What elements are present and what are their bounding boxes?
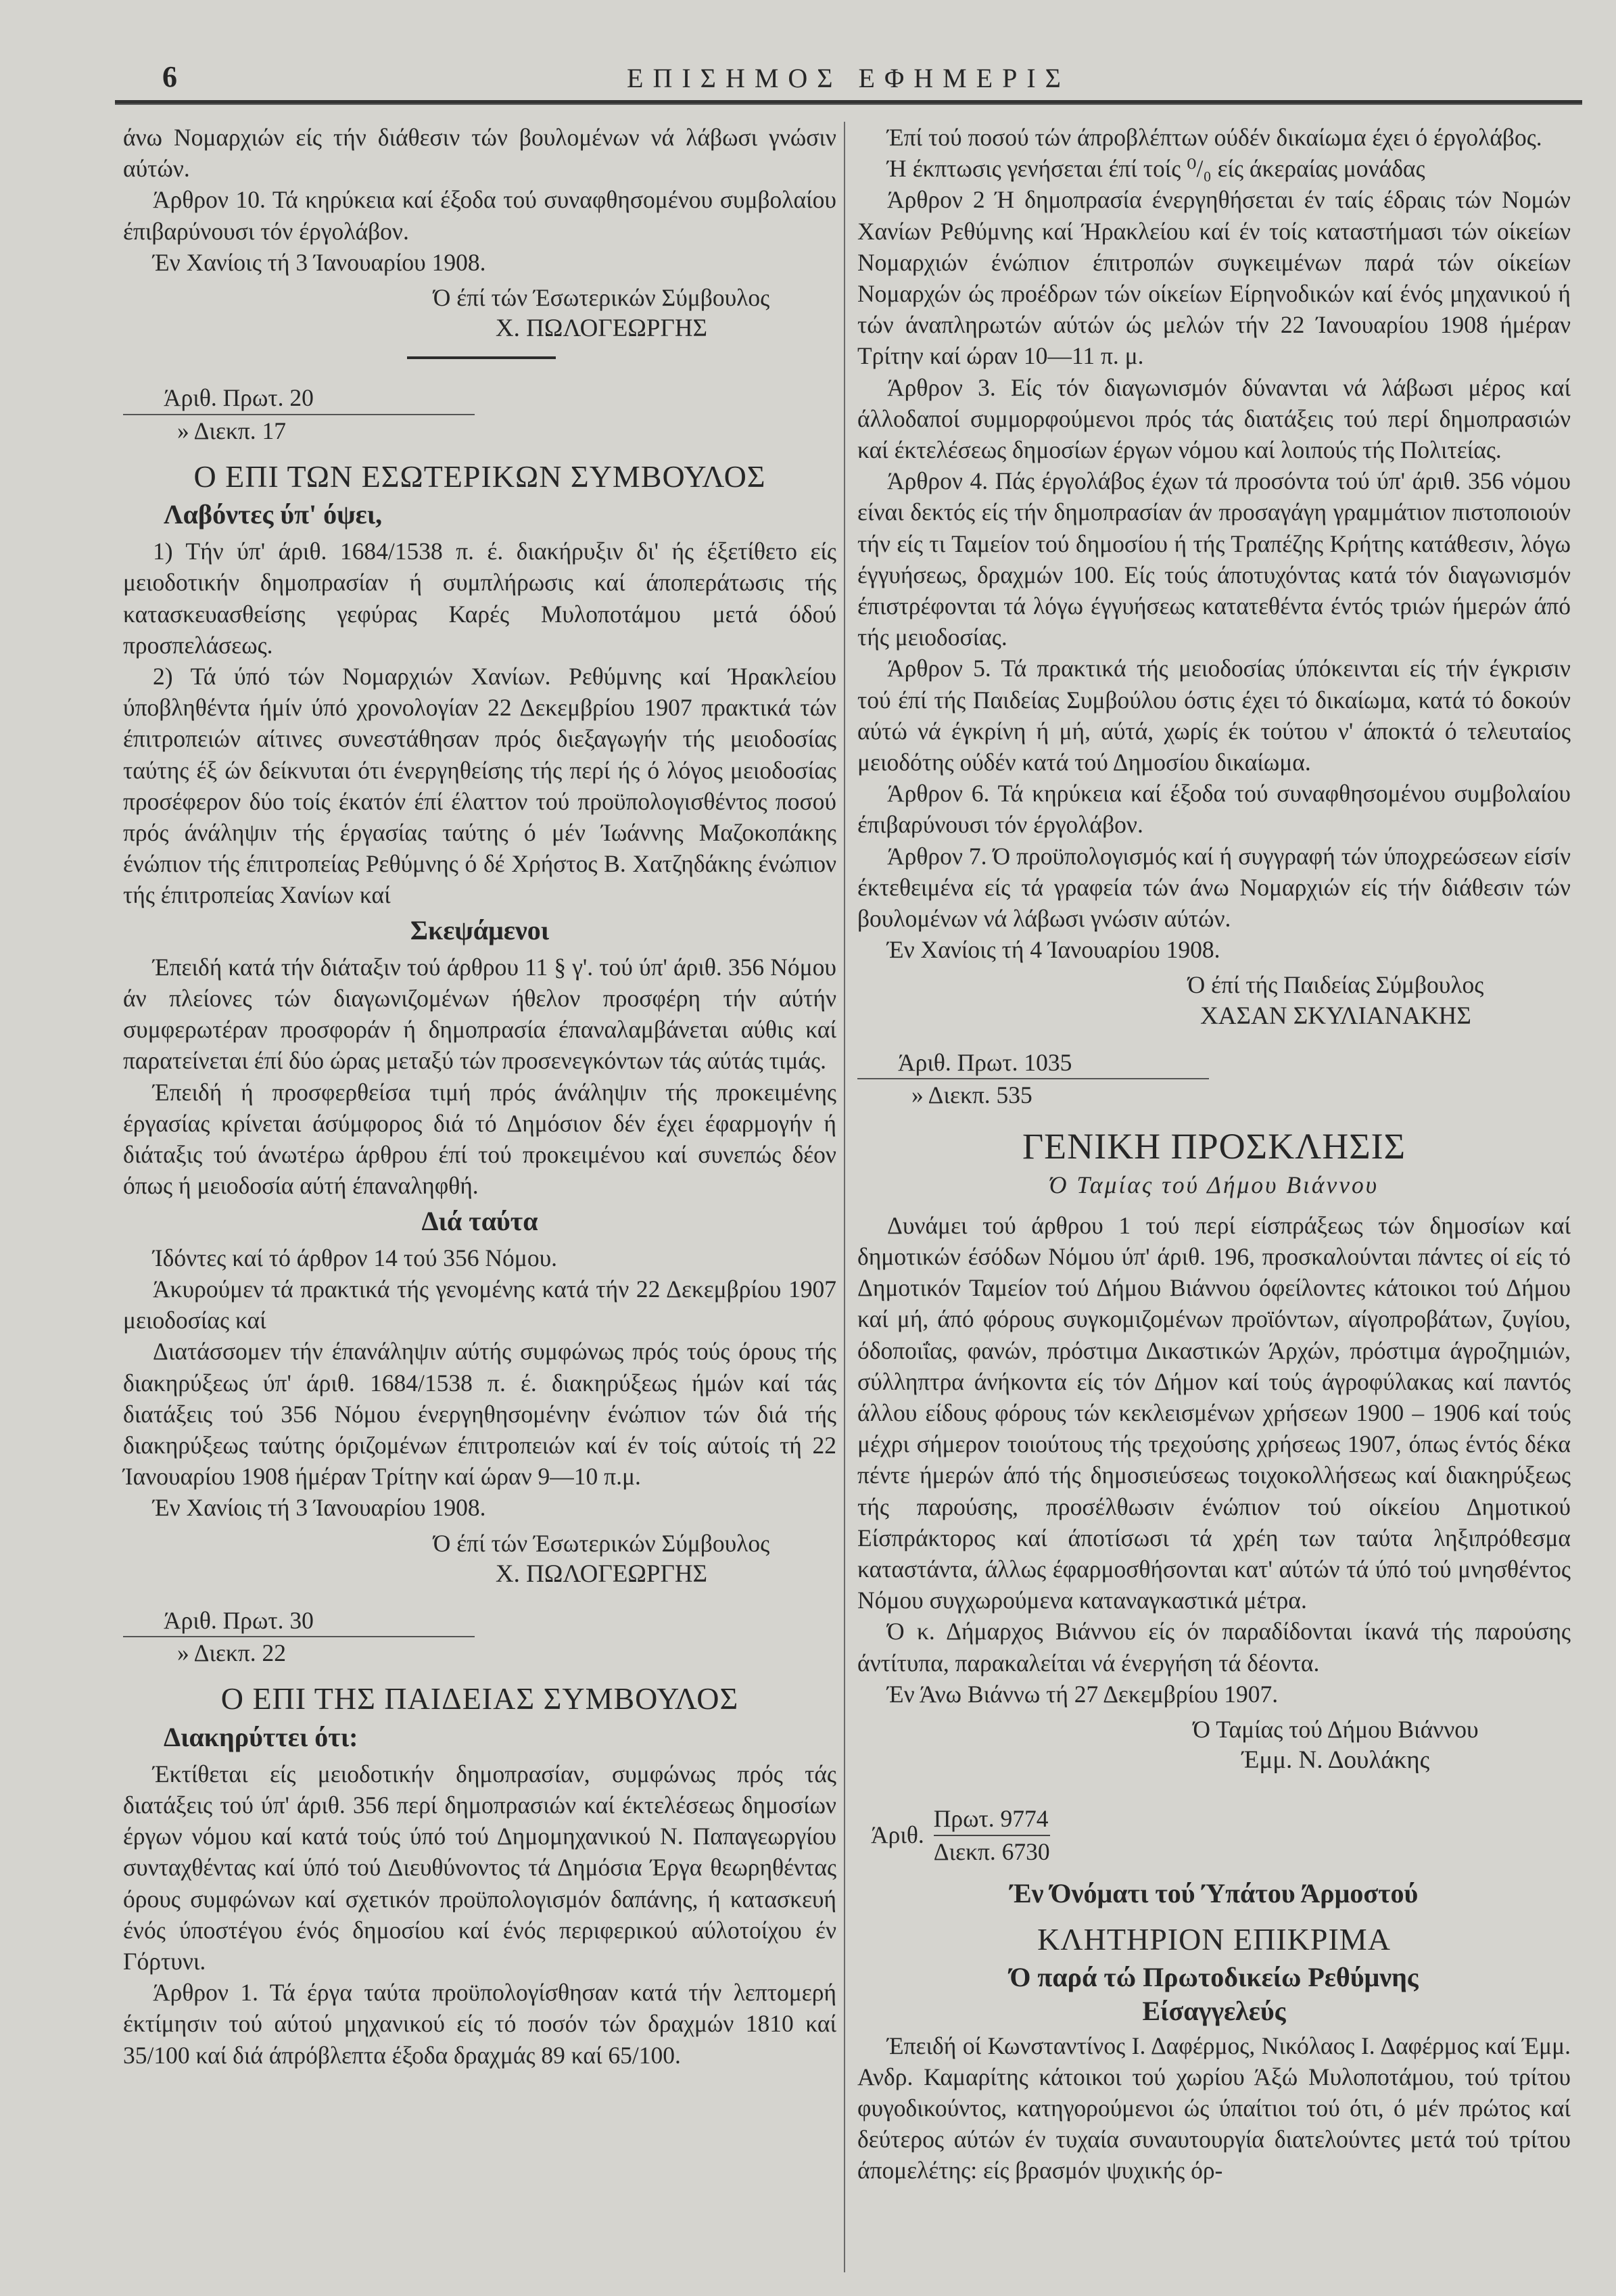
signature-block	[1101, 969, 1571, 1031]
page-number: 6	[162, 60, 177, 93]
dispatch-number: » Διεκπ. 17	[177, 417, 287, 444]
paragraph: Άρθρον 7. Ό προϋπολογισμός καί ή συγγραφή τών ύποχρεώσεων είσίν έκτεθειμένα είς τά γραφεία τών άνω Νομαρχιών είς τήν διάθεσιν τών βουλομένων νά λάβωσι γνώσιν αύτών.	[857, 842, 1571, 933]
bold-heading: Έν Όνόματι τού Ύπάτου Άρμοστού	[1009, 1877, 1419, 1908]
date-line: Έν Άνω Βιάννω τή 27 Δεκεμβρίου 1907.	[887, 1680, 1279, 1708]
column-divider	[844, 122, 845, 2272]
paragraph: Έπειδή οί Κωνσταντίνος Ι. Δαφέρμος, Νικόλαος Ι. Δαφέρμος καί Έμμ. Ανδρ. Καμαρίτης κάτοικοι τού χωρίου Άξώ Μυλοποτάμου, τού τρίτου φυγοδικούντος, κατηγορούμενοι ώς ύπαίτιοι τού ότι, ό μέν πρώτος καί δεύτερος αύτών έν τυχαία συναυτουργία διατελούντες μετά τού τρίτου άπομελέτης: είς βρασμόν ψυχικής όρ-	[857, 2032, 1571, 2184]
signature-block	[366, 282, 836, 344]
subtitle: Ό Ταμίας τού Δήμου Βιάννου	[1049, 1171, 1379, 1198]
header-rule	[115, 100, 1582, 105]
paragraph: Άρθρον 4. Πάς έργολάβος έχων τά προσόντα τού ύπ' άριθ. 356 νόμου είναι δεκτός είς τήν δημοπρασίαν άν προσαγάγη γραμμάτιον πιστοποιούν τήν είς τι Ταμείον τού δημοσίου ή τής Τραπέζης Κρήτης κατάθεσιν, λόγω έγγυήσεως, δραχμών 100. Είς τούς άποτυχόντας κατά τόν διαγωνισμόν έπιστρέφονται τά λόγω έγγυήσεως κατατεθέντα έντός τριών ήμερών άπό τής μειοδοσίας.	[857, 467, 1571, 651]
signature-block	[1101, 1714, 1571, 1776]
reference-stack	[934, 1803, 1050, 1867]
signatory-title: Ό έπί τών Έσωτερικών Σύμβουλος	[433, 1529, 770, 1557]
signatory-name: Χ. ΠΩΛΟΓΕΩΡΓΗΣ	[495, 314, 708, 343]
signatory-name: ΧΑΣΑΝ ΣΚΥΛΙΑΝΑΚΗΣ	[1200, 1002, 1471, 1030]
section-heading: ΚΛΗΤΗΡΙΟΝ ΕΠΙΚΡΙΜΑ	[1037, 1921, 1391, 1957]
signatory-name: Χ. ΠΩΛΟΓΕΩΡΓΗΣ	[495, 1560, 708, 1588]
signatory-title: Ό έπί τών Έσωτερικών Σύμβουλος	[433, 284, 770, 312]
paragraph: Ή έκπτωσις γενήσεται έπί τοίς ⁰/₀ είς άκεραίας μονάδας	[887, 155, 1425, 183]
protocol-number: Άριθ. Πρωτ. 1035	[857, 1047, 1209, 1079]
right-column	[857, 122, 1571, 2186]
bold-heading: Ό παρά τώ Πρωτοδικείω Ρεθύμνης	[1009, 1962, 1419, 1993]
divider-rule	[407, 356, 556, 359]
section-heading: Ο ΕΠΙ ΤΗΣ ΠΑΙΔΕΙΑΣ ΣΥΜΒΟΥΛΟΣ	[220, 1681, 739, 1716]
paragraph: Ίδόντες καί τό άρθρον 14 τού 356 Νόμου.	[153, 1244, 558, 1271]
reference-numbers	[123, 382, 475, 446]
reference-numbers	[871, 1803, 1571, 1867]
paragraph: Διατάσσομεν τήν έπανάληψιν αύτής συμφώνως πρός τούς όρους τής διακηρύξεως ύπ' άριθ. 1684/1538 π. έ. διακηρύξεως ήμών καί τάς διατάξεις τού 356 Νόμου ένεργηθησομένην ένώπιον τών διά τής διακηρύξεως ταύτης όριζομένων έπιτροπειών καί έν τοίς αύτοίς τή 22 Ίανουαρίου 1908 ήμέραν Τρίτην καί ώραν 9—10 π.μ.	[123, 1338, 836, 1491]
paragraph: άνω Νομαρχιών είς τήν διάθεσιν τών βουλομένων νά λάβωσι γνώσιν αύτών.	[123, 124, 836, 183]
paragraph: Άρθρον 3. Είς τόν διαγωνισμόν δύνανται νά λάβωσι μέρος καί άλλοδαποί συμμορφούμενοι πρός τάς διατάξεις τού περί δημοπρασιών καί έκτελέσεως δημοσίων έργων νόμου καί λοιπούς τής Πολιτείας.	[857, 373, 1571, 464]
newspaper-title: ΕΠΙΣΗΜΟΣ ΕΦΗΜΕΡΙΣ	[627, 63, 1070, 93]
reference-numbers	[123, 1605, 475, 1668]
section-heading: Ο ΕΠΙ ΤΩΝ ΕΣΩΤΕΡΙΚΩΝ ΣΥΜΒΟΥΛΟΣ	[193, 459, 766, 494]
dispatch-number: » Διεκπ. 535	[911, 1081, 1032, 1109]
paragraph: Έπειδή κατά τήν διάταξιν τού άρθρου 11 § γ'. τού ύπ' άριθ. 356 Νόμου άν πλείονες τών διαγωνιζομένων ήθελον προσφέρη τήν αύτήν συμφερωτέραν προσφοράν ή δημοπρασία έπαναλαμβάνεται αύθις καί παρατείνεται έπί δύο ώρας μεταξύ τών προσενεγκόντων τάς αύτάς τιμάς.	[123, 953, 836, 1075]
signature-block	[366, 1528, 836, 1590]
protocol-number: Πρωτ. 9774	[934, 1803, 1050, 1835]
paragraph: Έκτίθεται είς μειοδοτικήν δημοπρασίαν, συμφώνως πρός τάς διατάξεις τού ύπ' άριθ. 356 περί δημοπρασιών καί έκτελέσεως δημοσίων έργων νόμου καί κατά τούς ύπό τού Δημομηχανικού Ν. Παπαγεωργίου συνταχθέντας καί ύπό τού Διευθύνοντος τά Δημόσια Έργα θεωρηθέντας όρους συμφώνων καί σχετικόν προϋπολογισμόν δαπάνης, ή κατασκευή ένός ύποστέγου ένός δημοσίου καί ένός περιφερικού αύλοτοίχου έν Γόρτυνι.	[123, 1760, 836, 1975]
paragraph: Άρθρον 2 Ή δημοπρασία ένεργηθήσεται έν ταίς έδραις τών Νομών Χανίων Ρεθύμνης καί Ήρακλείου καί έν τοίς καταστήμασι τών οίκείων Νομαρχιών ένώπιον έπιτροπών συγκειμένων παρά τών οίκείων Νομαρχών ώς προέδρων τών οίκείων Είρηνοδικών καί ένός μηχανικού ή τών άναπληρωτών αύτών ώς μελών τήν 22 Ίανουαρίου 1908 ήμέραν Τρίτην καί ώραν 10—11 π. μ.	[857, 186, 1571, 370]
dispatch-number: Διεκπ. 6730	[933, 1837, 1050, 1865]
page-header	[115, 60, 1582, 100]
paragraph: Άρθρον 10. Τά κηρύκεια καί έξοδα τού συναφθησομένου συμβολαίου έπιβαρύνουσι τόν έργολάβον.	[123, 186, 836, 245]
paragraph: Άκυρούμεν τά πρακτικά τής γενομένης κατά τήν 22 Δεκεμβρίου 1907 μειοδοσίας καί	[123, 1275, 836, 1334]
reference-label: Άριθ.	[871, 1821, 924, 1849]
paragraph: Άρθρον 5. Τά πρακτικά τής μειοδοσίας ύπόκεινται είς τήν έγκρισιν τού έπί τής Παιδείας Συμβούλου όστις έχει τό δικαίωμα, κατά τό δοκούν αύτώ νά έγκρίνη ή μή, αύτά, χωρίς έκ τούτου ν' άποκτά ό τελευταίος μειοδότης ούδέν κατά τού Δημοσίου δικαίωμα.	[857, 655, 1571, 776]
subheading: Διακηρύττει ότι:	[164, 1721, 358, 1752]
paragraph: Ό κ. Δήμαρχος Βιάννου είς όν παραδίδονται ίκανά τής παρούσης άντίτυπα, παρακαλείται νά ένεργήση τά δέοντα.	[857, 1618, 1571, 1677]
paragraph: Δυνάμει τού άρθρου 1 τού περί είσπράξεως τών δημοσίων καί δημοτικών έσόδων Νόμου ύπ' άριθ. 196, προσκαλούνται πάντες οί είς τό Δημοτικόν Ταμείον τού Δήμου Βιάννου όφείλοντες κάτοικοι τού Δήμου καί μή, άπό φόρους συγκομιζομένων προϊόντων, αίγοπροβάτων, ζυγίου, όδοποιΐας, φανών, πρόστιμα Δικαστικών Άρχών, πρόστιμα άγροζημιών, σύλληπτρα άνήκοντα είς τόν Δήμον καί τούς άγροφύλακας καί παντός άλλου είδους φόρους τών κεκλεισμένων χρήσεων 1900 – 1906 καί τούς μέχρι σήμερον τοιούτους τής τρεχούσης χρήσεως 1907, όπως έντός δέκα πέντε ήμερών άπό τής δημοσιεύσεως τοιχοκολλήσεως καί διακηρύξεως τής παρούσης, προσέλθωσιν ένώπιον τού οίκείου Δημοτικού Είσπράκτορος καί άποτίσωσι τά χρέη των ταύτα ληξιπρόθεσμα καταστάντα, άλλως έφαρμοσθήσονται κατ' αύτών τά ύπό τού μνησθέντος Νόμου συγχωρούμενα καταναγκαστικά μέτρα.	[857, 1211, 1571, 1614]
paragraph: Έπί τού ποσού τών άπροβλέπτων ούδέν δικαίωμα έχει ό έργολάβος.	[887, 124, 1542, 151]
subheading: Διά ταύτα	[421, 1205, 538, 1236]
left-column	[123, 122, 836, 2071]
paragraph: Άρθρον 1. Τά έργα ταύτα προϋπολογίσθησαν κατά τήν λεπτομερή έκτίμησιν τού αύτού μηχανικού είς τό ποσόν τών δραχμών 1810 καί 35/100 καί διά άπρόβλεπτα έξοδα δραχμάς 89 καί 65/100.	[123, 1979, 836, 2069]
signatory-name: Έμμ. Ν. Δουλάκης	[1241, 1746, 1430, 1775]
paragraph: 1) Τήν ύπ' άριθ. 1684/1538 π. έ. διακήρυξιν δι' ής έξετίθετο είς μειοδοτικήν δημοπρασίαν ή συμπλήρωσις καί άποπεράτωσις τής κατασκευασθείσης γεφύρας Καρές Μυλοποτάμου μετά όδού προσπελάσεως.	[123, 538, 836, 659]
protocol-number: Άριθ. Πρωτ. 30	[123, 1605, 475, 1637]
subheading: Σκεψάμενοι	[410, 914, 550, 945]
subheading: Λαβόντες ύπ' όψει,	[164, 499, 383, 530]
paragraph: 2) Τά ύπό τών Νομαρχιών Χανίων. Ρεθύμνης καί Ήρακλείου ύποβληθέντα ήμίν ύπό χρονολογίαν 22 Δεκεμβρίου 1907 πρακτικά τών έπιτροπειών αίτινες συνεστάθησαν πρός διεξαγωγήν τής μειοδοσίας ταύτης έξ ών δείκνυται ότι ένεργηθείσης τής περί ής ό λόγος μειοδοσίας προσέφερον δύο τοίς έκατόν έπί έλαττον τού προϋπολογισθέντος ποσού πρός άνάληψιν τής έργασίας ταύτης ό μέν Ίωάννης Μαζοκοπάκης ένώπιον τής έπιτροπείας Ρεθύμνης ό δέ Χρήστος Β. Χατζηδάκης ένώπιον τής έπιτροπείας Χανίων καί	[123, 663, 836, 909]
reference-numbers	[857, 1047, 1209, 1110]
paragraph: Άρθρον 6. Τά κηρύκεια καί έξοδα τού συναφθησομένου συμβολαίου έπιβαρύνουσι τόν έργολάβον.	[857, 780, 1571, 839]
date-line: Έν Χανίοις τή 3 Ίανουαρίου 1908.	[153, 1494, 486, 1522]
dispatch-number: » Διεκπ. 22	[177, 1639, 287, 1667]
protocol-number: Άριθ. Πρωτ. 20	[123, 382, 475, 415]
date-line: Έν Χανίοις τή 3 Ίανουαρίου 1908.	[153, 248, 486, 276]
paragraph: Έπειδή ή προσφερθείσα τιμή πρός άνάληψιν τής προκειμένης έργασίας κρίνεται άσύμφορος διά τό Δημόσιον δέν έχει έφαρμογήν ή διάταξις τού άνωτέρω άρθρου έπί τού προκειμένου καί συνεπώς δέον όπως ή μειοδοσία αύτή έπαναληφθή.	[123, 1078, 836, 1200]
signatory-title: Ό έπί τής Παιδείας Σύμβουλος	[1187, 971, 1484, 999]
date-line: Έν Χανίοις τή 4 Ίανουαρίου 1908.	[887, 936, 1220, 964]
section-heading: ΓΕΝΙΚΗ ΠΡΟΣΚΛΗΣΙΣ	[1022, 1126, 1406, 1167]
signatory-title: Ό Ταμίας τού Δήμου Βιάννου	[1193, 1715, 1479, 1743]
bold-heading: Είσαγγελεύς	[1142, 1996, 1286, 2027]
